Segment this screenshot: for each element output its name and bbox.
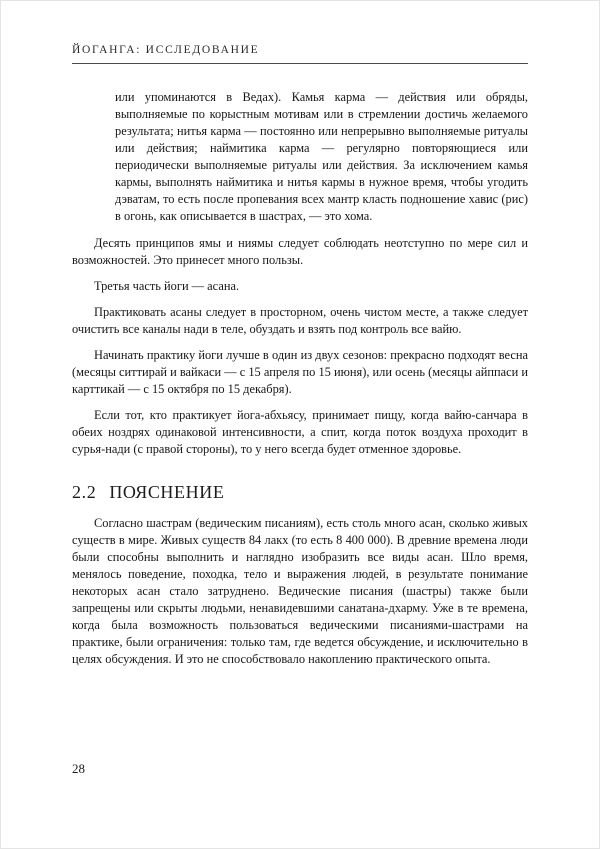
paragraph: Практиковать асаны следует в просторном, очень чистом месте, а также следует очистить все каналы нади в теле, обуздать и взять под контроль все вайю.: [72, 305, 528, 336]
section-title: ПОЯСНЕНИЕ: [109, 482, 225, 502]
running-header: [72, 44, 528, 64]
page-number: 28: [72, 761, 85, 776]
paragraph: Если тот, кто практикует йога-абхьясу, принимает пищу, когда вайю-санчара в обеих ноздрях одинаковой интенсивности, а спит, когда поток воздуха проходит в сурья-нади (с правой стороны), то у него всегда будет отменное здоровье.: [72, 408, 528, 456]
section-paragraph: Согласно шастрам (ведическим писаниям), есть столь много асан, сколько живых существ в мире. Живых существ 84 лакх (то есть 8 400 000). В древние времена люди были способны выполнить и наглядно изобразить все виды асан. Шло время, менялось поведение, походка, тело и выражения людей, в результате понимание некоторых асан стало затруднено. Ведические писания (шастры) также были запрещены или скрыты людьми, ненавидевшими санатана-дхарму. Уже в те времена, когда была возможность пользоваться ведическими писаниями-шастрами на практике, были ограничения: только там, где ведется обсуждение, и исключительно в целях обсуждения. И это не способствовало накоплению практического опыта.: [72, 516, 528, 666]
paragraph: Десять принципов ямы и ниямы следует соблюдать неотступно по мере сил и возможностей. Это принесет много пользы.: [72, 236, 528, 267]
section-heading: [72, 484, 528, 501]
paragraph: Третья часть йоги — асана.: [94, 279, 240, 293]
page-body: [72, 89, 528, 668]
quote-block: или упоминаются в Ведах). Камья карма — действия или обряды, выполняемые по корыстным мотивам или в стремлении достичь желаемого результата; нитья карма — постоянно или непрерывно выполняемые ритуалы или действия; наймитика карма — регулярно повторяющиеся или периодически выполняемые ритуалы или действия. За исключением камья кармы, выполнять наймитика и нитья кармы в нужное время, чтобы угодить дэватам, то есть после пропевания всех мантр класть подношение хавис (рис) в огонь, как описывается в шастрах, — это хома.: [115, 90, 528, 223]
running-title: ЙОГАНГА: ИССЛЕДОВАНИЕ: [72, 44, 260, 56]
section-number: 2.2: [72, 482, 97, 502]
paragraph: Начинать практику йоги лучше в один из двух сезонов: прекрасно подходят весна (месяцы ситтирай и вайкаси — с 15 апреля по 15 июня), или осень (месяцы айппаси и карттикай — с 15 октября по 15 декабря).: [72, 348, 528, 396]
